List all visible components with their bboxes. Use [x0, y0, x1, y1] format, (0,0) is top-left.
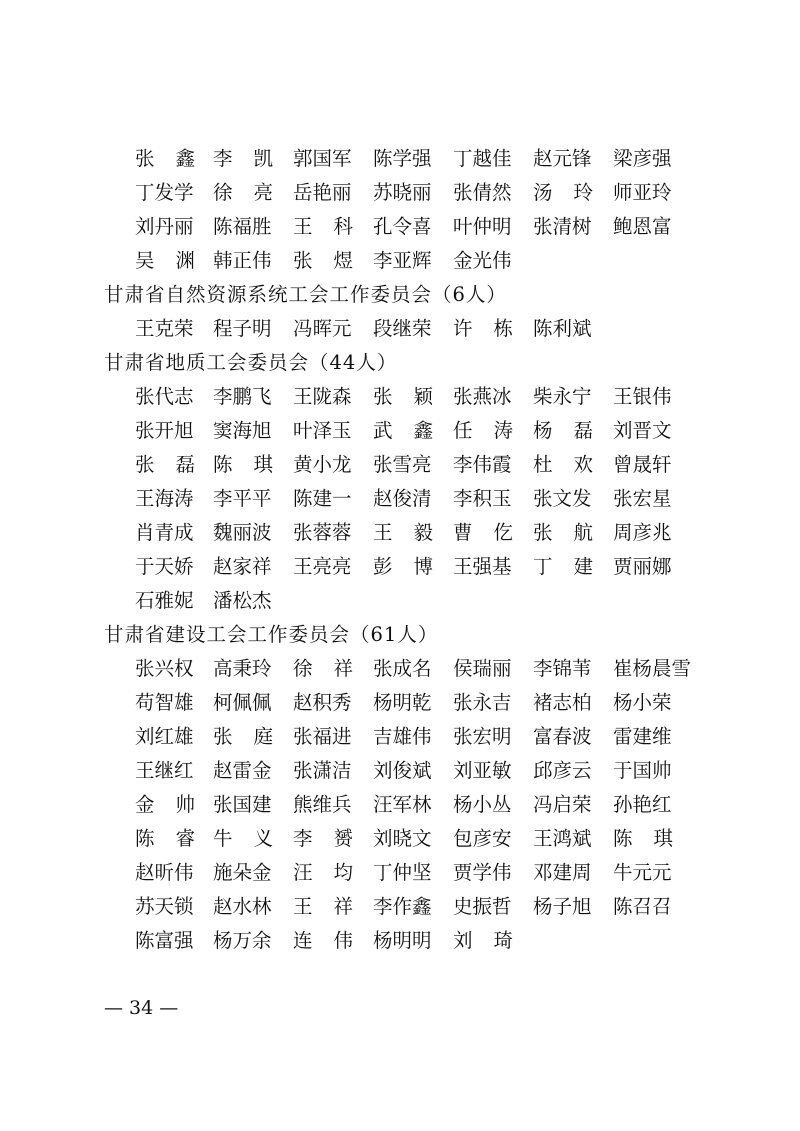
person-name: 冯晖元	[293, 317, 352, 340]
person-name: 王继红	[135, 759, 194, 782]
person-name: 李伟霞	[453, 453, 512, 476]
person-name: 张雪亮	[373, 453, 432, 476]
person-name: 包彦安	[453, 827, 512, 850]
person-name: 苏天锁	[135, 895, 194, 918]
person-name: 李 赟	[293, 827, 353, 850]
name-row	[0, 754, 800, 788]
section-heading: 甘肃省建设工会工作委员会（61人）	[104, 623, 439, 646]
person-name: 张蓉蓉	[293, 521, 352, 544]
person-name: 段继荣	[373, 317, 432, 340]
person-name: 张清树	[533, 215, 592, 238]
person-name: 杨明明	[373, 929, 432, 952]
person-name: 李 凯	[213, 147, 273, 170]
person-name: 王陇森	[293, 385, 352, 408]
name-row	[0, 686, 800, 720]
person-name: 杨 磊	[533, 419, 593, 442]
name-row	[0, 720, 800, 754]
person-name: 张福进	[293, 725, 352, 748]
person-name: 梁彦强	[613, 147, 672, 170]
person-name: 张 航	[533, 521, 593, 544]
person-name: 邓建周	[533, 861, 592, 884]
person-name: 赵积秀	[293, 691, 352, 714]
person-name: 师亚玲	[613, 181, 672, 204]
person-name: 张文发	[533, 487, 592, 510]
person-name: 汪 均	[293, 861, 353, 884]
person-name: 刘俊斌	[373, 759, 432, 782]
person-name: 吉雄伟	[373, 725, 432, 748]
person-name: 武 鑫	[373, 419, 433, 442]
name-row	[0, 142, 800, 176]
person-name: 陈 琪	[613, 827, 673, 850]
person-name: 王 科	[293, 215, 353, 238]
person-name: 周彦兆	[613, 521, 672, 544]
person-name: 张宏星	[613, 487, 672, 510]
person-name: 丁 建	[533, 555, 593, 578]
name-row	[0, 312, 800, 346]
person-name: 李平平	[213, 487, 272, 510]
person-name: 魏丽波	[213, 521, 272, 544]
person-name: 孔令喜	[373, 215, 432, 238]
person-name: 许 栋	[453, 317, 513, 340]
person-name: 曹 仡	[453, 521, 513, 544]
person-name: 史振哲	[453, 895, 512, 918]
person-name: 赵俊清	[373, 487, 432, 510]
person-name: 张潇洁	[293, 759, 352, 782]
person-name: 汤 玲	[533, 181, 593, 204]
person-name: 张国建	[213, 793, 272, 816]
person-name: 潘松杰	[213, 589, 272, 612]
person-name: 刘红雄	[135, 725, 194, 748]
person-name: 丁越佳	[453, 147, 512, 170]
person-name: 褚志柏	[533, 691, 592, 714]
person-name: 王强基	[453, 555, 512, 578]
person-name: 雷建维	[613, 725, 672, 748]
person-name: 富春波	[533, 725, 592, 748]
person-name: 王亮亮	[293, 555, 352, 578]
document-body	[0, 142, 800, 958]
person-name: 王海涛	[135, 487, 194, 510]
person-name: 牛 义	[213, 827, 273, 850]
person-name: 叶仲明	[453, 215, 512, 238]
person-name: 孙艳红	[613, 793, 672, 816]
person-name: 陈富强	[135, 929, 194, 952]
person-name: 牛元元	[613, 861, 672, 884]
person-name: 肖青成	[135, 521, 194, 544]
person-name: 黄小龙	[293, 453, 352, 476]
name-row	[0, 924, 800, 958]
person-name: 赵元锋	[533, 147, 592, 170]
person-name: 杨子旭	[533, 895, 592, 918]
person-name: 刘丹丽	[135, 215, 194, 238]
person-name: 高秉玲	[213, 657, 272, 680]
person-name: 赵水林	[213, 895, 272, 918]
person-name: 柴永宁	[533, 385, 592, 408]
person-name: 连 伟	[293, 929, 353, 952]
person-name: 徐 亮	[213, 181, 273, 204]
person-name: 李亚辉	[373, 249, 432, 272]
person-name: 杨小荣	[613, 691, 672, 714]
person-name: 郭国军	[293, 147, 352, 170]
person-name: 侯瑞丽	[453, 657, 512, 680]
name-row	[0, 414, 800, 448]
person-name: 刘 琦	[453, 929, 513, 952]
person-name: 贾丽娜	[613, 555, 672, 578]
person-name: 汪军林	[373, 793, 432, 816]
person-name: 张倩然	[453, 181, 512, 204]
page-number: — 34 —	[104, 997, 179, 1019]
person-name: 陈召召	[613, 895, 672, 918]
person-name: 张成名	[373, 657, 432, 680]
person-name: 邱彦云	[533, 759, 592, 782]
person-name: 曾晟轩	[613, 453, 672, 476]
person-name: 吴 渊	[135, 249, 195, 272]
person-name: 任 涛	[453, 419, 513, 442]
person-name: 苟智雄	[135, 691, 194, 714]
person-name: 刘亚敏	[453, 759, 512, 782]
person-name: 于天娇	[135, 555, 194, 578]
person-name: 陈 睿	[135, 827, 195, 850]
person-name: 王鸿斌	[533, 827, 592, 850]
person-name: 彭 博	[373, 555, 433, 578]
name-row	[0, 244, 800, 278]
person-name: 叶泽玉	[293, 419, 352, 442]
person-name: 杨万余	[213, 929, 272, 952]
person-name: 杨明乾	[373, 691, 432, 714]
name-row	[0, 176, 800, 210]
person-name: 丁发学	[135, 181, 194, 204]
person-name: 张 庭	[213, 725, 273, 748]
person-name: 贾学伟	[453, 861, 512, 884]
name-row	[0, 584, 800, 618]
person-name: 张永吉	[453, 691, 512, 714]
person-name: 李作鑫	[373, 895, 432, 918]
person-name: 金光伟	[453, 249, 512, 272]
person-name: 张宏明	[453, 725, 512, 748]
person-name: 苏晓丽	[373, 181, 432, 204]
person-name: 石雅妮	[135, 589, 194, 612]
person-name: 李积玉	[453, 487, 512, 510]
person-name: 赵雷金	[213, 759, 272, 782]
person-name: 杜 欢	[533, 453, 593, 476]
person-name: 张 煜	[293, 249, 353, 272]
person-name: 赵昕伟	[135, 861, 194, 884]
person-name: 张开旭	[135, 419, 194, 442]
person-name: 陈建一	[293, 487, 352, 510]
person-name: 崔杨晨雪	[613, 657, 692, 680]
name-row	[0, 482, 800, 516]
person-name: 韩正伟	[213, 249, 272, 272]
person-name: 熊维兵	[293, 793, 352, 816]
person-name: 张 磊	[135, 453, 195, 476]
person-name: 陈 琪	[213, 453, 273, 476]
name-row	[0, 448, 800, 482]
person-name: 施朵金	[213, 861, 272, 884]
person-name: 王克荣	[135, 317, 194, 340]
name-row	[0, 652, 800, 686]
person-name: 丁仲坚	[373, 861, 432, 884]
person-name: 冯启荣	[533, 793, 592, 816]
person-name: 王 祥	[293, 895, 353, 918]
name-row	[0, 516, 800, 550]
person-name: 杨小丛	[453, 793, 512, 816]
person-name: 陈福胜	[213, 215, 272, 238]
person-name: 赵家祥	[213, 555, 272, 578]
name-row	[0, 210, 800, 244]
person-name: 张燕冰	[453, 385, 512, 408]
person-name: 鲍恩富	[613, 215, 672, 238]
name-row	[0, 788, 800, 822]
person-name: 李锦苇	[533, 657, 592, 680]
person-name: 刘晋文	[613, 419, 672, 442]
person-name: 张代志	[135, 385, 194, 408]
person-name: 王 毅	[373, 521, 433, 544]
person-name: 金 帅	[135, 793, 195, 816]
name-row	[0, 380, 800, 414]
person-name: 张 鑫	[135, 147, 195, 170]
section-heading: 甘肃省地质工会委员会（44人）	[104, 351, 398, 374]
person-name: 于国帅	[613, 759, 672, 782]
person-name: 李鹏飞	[213, 385, 272, 408]
name-row	[0, 550, 800, 584]
person-name: 张 颖	[373, 385, 433, 408]
person-name: 陈学强	[373, 147, 432, 170]
person-name: 窦海旭	[213, 419, 272, 442]
person-name: 徐 祥	[293, 657, 353, 680]
person-name: 程子明	[213, 317, 272, 340]
section-heading: 甘肃省自然资源系统工会工作委员会（6人）	[104, 283, 507, 306]
name-row	[0, 890, 800, 924]
person-name: 刘晓文	[373, 827, 432, 850]
person-name: 王银伟	[613, 385, 672, 408]
person-name: 陈利斌	[533, 317, 592, 340]
person-name: 张兴权	[135, 657, 194, 680]
person-name: 柯佩佩	[213, 691, 272, 714]
person-name: 岳艳丽	[293, 181, 352, 204]
name-row	[0, 822, 800, 856]
name-row	[0, 856, 800, 890]
